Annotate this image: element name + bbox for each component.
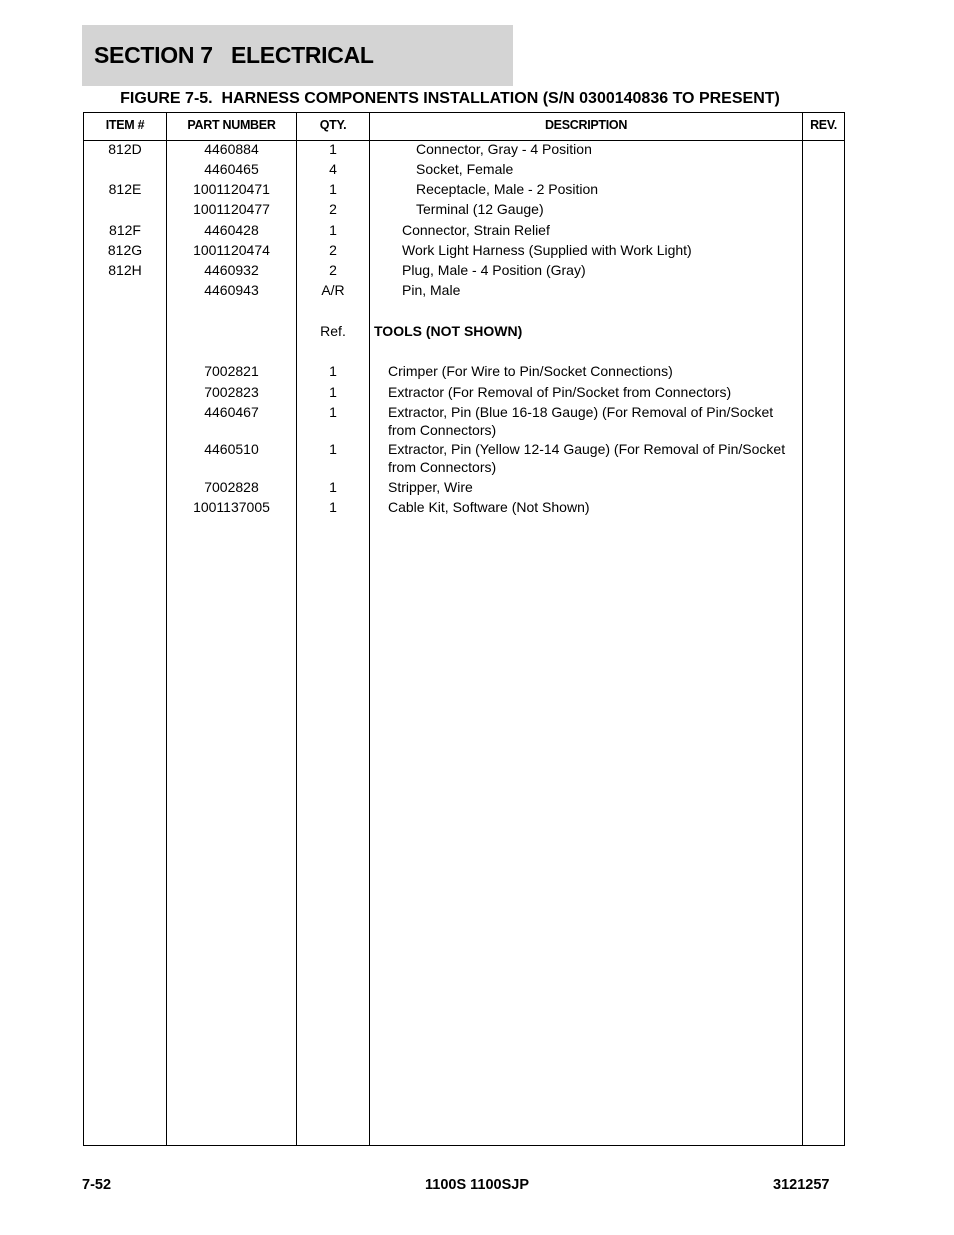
- part-number-cell: 4460428: [204, 222, 259, 238]
- part-number-cell: 4460510: [204, 441, 259, 457]
- part-number-cell: 4460932: [204, 262, 259, 278]
- part-number-cell: 1001137005: [193, 499, 270, 515]
- description-cell: Plug, Male - 4 Position (Gray): [402, 262, 586, 278]
- description-cell: Socket, Female: [416, 161, 514, 177]
- quantity-cell: 1: [329, 384, 337, 400]
- section-header-bar: [82, 25, 513, 86]
- item-number-cell: 812F: [109, 222, 141, 238]
- column-divider: [802, 113, 803, 1145]
- description-cell: Connector, Gray - 4 Position: [416, 141, 592, 157]
- description-cell: TOOLS (NOT SHOWN): [374, 323, 523, 339]
- item-number-cell: 812H: [108, 262, 142, 278]
- quantity-cell: 1: [329, 499, 337, 515]
- part-number-cell: 7002828: [204, 479, 259, 495]
- item-number-cell: 812D: [108, 141, 142, 157]
- document-number: 3121257: [773, 1177, 830, 1193]
- quantity-cell: 2: [329, 242, 337, 258]
- quantity-cell: Ref.: [320, 323, 346, 339]
- description-cell: Extractor (For Removal of Pin/Socket from Connectors): [388, 384, 732, 400]
- description-cell: Terminal (12 Gauge): [416, 201, 544, 217]
- description-cell: Pin, Male: [402, 282, 461, 298]
- figure-title: FIGURE 7-5. HARNESS COMPONENTS INSTALLATION (S/N 0300140836 TO PRESENT): [120, 90, 780, 107]
- quantity-cell: 1: [329, 404, 337, 420]
- part-number-cell: 1001120477: [193, 201, 270, 217]
- quantity-cell: 1: [329, 363, 337, 379]
- part-number-cell: 7002823: [204, 384, 259, 400]
- part-number-cell: 1001120474: [193, 242, 270, 258]
- part-number-cell: 1001120471: [193, 181, 270, 197]
- quantity-cell: 4: [329, 161, 337, 177]
- quantity-cell: A/R: [321, 282, 345, 298]
- description-cell: Receptacle, Male - 2 Position: [416, 181, 599, 197]
- item-number-cell: 812G: [107, 242, 143, 258]
- part-number-cell: 4460465: [204, 161, 259, 177]
- quantity-cell: 1: [329, 441, 337, 457]
- column-header-description: DESCRIPTION: [544, 118, 628, 132]
- description-cell: Extractor, Pin (Yellow 12-14 Gauge) (For Removal of Pin/Socket from Connectors): [388, 441, 786, 475]
- part-number-cell: 4460467: [204, 404, 259, 420]
- column-header-part-number: PART NUMBER: [187, 118, 276, 132]
- description-cell: Work Light Harness (Supplied with Work Light): [402, 242, 692, 258]
- description-cell: Connector, Strain Relief: [402, 222, 550, 238]
- description-cell: Cable Kit, Software (Not Shown): [388, 499, 590, 515]
- quantity-cell: 1: [329, 222, 337, 238]
- item-number-cell: 812E: [108, 181, 142, 197]
- column-header-qty: QTY.: [319, 118, 347, 132]
- model-name: 1100S 1100SJP: [424, 1177, 530, 1193]
- column-header-rev: REV.: [810, 118, 837, 132]
- parts-table: [83, 112, 845, 1146]
- column-divider: [369, 113, 370, 1145]
- quantity-cell: 1: [329, 181, 337, 197]
- column-header-item: ITEM #: [105, 118, 145, 132]
- quantity-cell: 2: [329, 262, 337, 278]
- description-cell: Stripper, Wire: [388, 479, 473, 495]
- part-number-cell: 4460943: [204, 282, 259, 298]
- description-cell: Crimper (For Wire to Pin/Socket Connections): [388, 363, 673, 379]
- quantity-cell: 1: [329, 479, 337, 495]
- part-number-cell: 7002821: [204, 363, 259, 379]
- description-cell: Extractor, Pin (Blue 16-18 Gauge) (For Removal of Pin/Socket from Connectors): [388, 404, 774, 438]
- part-number-cell: 4460884: [204, 141, 259, 157]
- quantity-cell: 2: [329, 201, 337, 217]
- section-title: SECTION 7 ELECTRICAL: [94, 42, 374, 68]
- quantity-cell: 1: [329, 141, 337, 157]
- page-number: 7-52: [82, 1177, 112, 1193]
